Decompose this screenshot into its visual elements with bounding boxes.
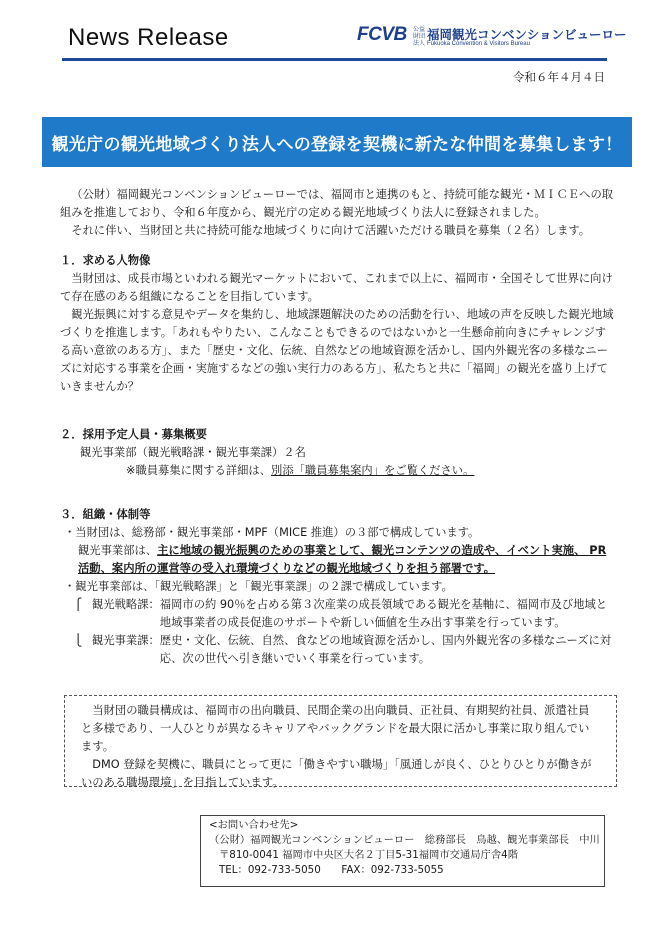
- brace-glyph: ⎧: [74, 598, 83, 611]
- division-bullet: ・観光事業部は、「観光戦略課」と「観光事業課」の２課で構成しています。: [64, 580, 453, 593]
- logo-organization-name: 福岡観光コンベンションビューロー: [427, 27, 627, 42]
- strategy-label: 観光戦略課：: [92, 598, 160, 611]
- recruitment-positions: 観光事業部（観光戦略課・観光事業課）２名: [80, 446, 306, 459]
- contact-address: 〒810-0041 福岡市中央区大名２丁目5-31福岡市交通局庁舎4階: [219, 849, 519, 861]
- strategy-description: 福岡市の約 90％を占める第３次産業の成長領域である観光を基軸に、福岡市及び地域と地域事業者の成長促進のサポートや新しい価値を生み出す事業を行っています。: [159, 598, 608, 629]
- recruitment-note-prefix: ※職員募集に関する詳細は、: [126, 464, 272, 477]
- page-header: [62, 20, 627, 58]
- profile-paragraph: 当財団は、成長市場といわれる観光マーケットにおいて、これまで以上に、福岡市・全国そして世界に向けて存在感のある組織になることを目指しています。: [60, 272, 613, 303]
- intro-paragraph: （公財）福岡観光コンベンションビューローでは、福岡市と連携のもと、持続可能な観光・ＭＩＣＥへの取組みを推進しており、令和６年度から、観光庁の定める観光地域づくり法人に登録されました。: [60, 188, 614, 219]
- headline-banner: [42, 117, 632, 167]
- staff-note: DMO 登録を契機に、職員にとって更に「働きやすい職場」「風通しが良く、ひとりひとりが働きがいのある職場環境」を目指しています。: [81, 758, 592, 789]
- recruitment-note: [60, 462, 615, 480]
- intro-paragraph: それに伴い、当財団と共に持続可能な地域づくりに向けて活躍いただける職員を募集（２名）します。: [71, 224, 591, 237]
- fcvb-logo: [357, 22, 627, 52]
- contact-box: [200, 815, 605, 887]
- logo-mark: FCVB: [357, 24, 407, 45]
- contact-heading: <お問い合わせ先>: [209, 819, 299, 831]
- section-heading-organization: ３．組織・体制等: [60, 508, 151, 521]
- brace-glyph: ⎩: [74, 634, 83, 647]
- staff-note: 当財団の職員構成は、福岡市の出向職員、民間企業の出向職員、正社員、有期契約社員、派遣社員と多様であり、一人ひとりが異なるキャリアやバックグランドを最大限に活かし事業に取り組んでいます。: [81, 704, 590, 753]
- section-heading-recruitment: ２．採用予定人員・募集概要: [60, 428, 207, 441]
- headline: 観光庁の観光地域づくり法人への登録を契機に新たな仲間を募集します！: [51, 134, 623, 155]
- business-label: 観光事業課：: [92, 634, 160, 647]
- strategy-division: [60, 596, 615, 632]
- logo-english-name: Fukuoka Convention & Visitors Bureau: [427, 41, 530, 47]
- recruitment-guide-link[interactable]: 別添「職員募集案内」をご覧ください。: [271, 464, 475, 477]
- organization-bullet: ・当財団は、総務部・観光事業部・MPF（MICE 推進）の３部で構成しています。: [64, 526, 480, 539]
- business-division: [60, 632, 615, 668]
- contact-organization: （公財）福岡観光コンベンションビューロー 総務部長 鳥越、観光事業部長 中川: [209, 834, 600, 846]
- news-release-title: News Release: [68, 24, 229, 51]
- staff-composition-box: [64, 695, 617, 787]
- section-heading-profile: １．求める人物像: [60, 254, 151, 267]
- contact-phone-fax: TEL：092-733-5050 FAX：092-733-5055: [219, 864, 444, 876]
- header-rule: [62, 58, 607, 61]
- release-date: 令和６年４月４日: [513, 70, 605, 84]
- department-prefix: 観光事業部は、: [78, 544, 158, 557]
- document-body: [60, 186, 615, 668]
- profile-paragraph: 観光振興に対する意見やデータを集約し、地域課題解決のための活動を行い、地域の声を反映した観光地域づくりを推進します。「あれもやりたい、こんなこともできるのではないかと一生懸命前向きにチャレンジする高い意欲のある方」、また「歴史・文化、伝統、自然などの地域資源を活かし、国内外観光客の多様なニーズに対応する事業を企画・実施するなどの強い実行力のある方」、私たちと共に「福岡」の観光を盛り上げていきませんか？: [60, 308, 614, 393]
- department-role-emphasis: 主に地域の観光振興のための事業として、観光コンテンツの造成や、イベント実施、 PR活動、案内所の運営等の受入れ環境づくりなどの観光地域づくりを担う部署です。: [78, 544, 607, 575]
- department-description: [60, 542, 615, 578]
- logo-badge: 公益財団法人: [413, 26, 426, 47]
- business-description: 歴史・文化、伝統、自然、食などの地域資源を活かし、国内外観光客の多様なニーズに対応、次の世代へ引き継いでいく事業を行っています。: [159, 634, 612, 665]
